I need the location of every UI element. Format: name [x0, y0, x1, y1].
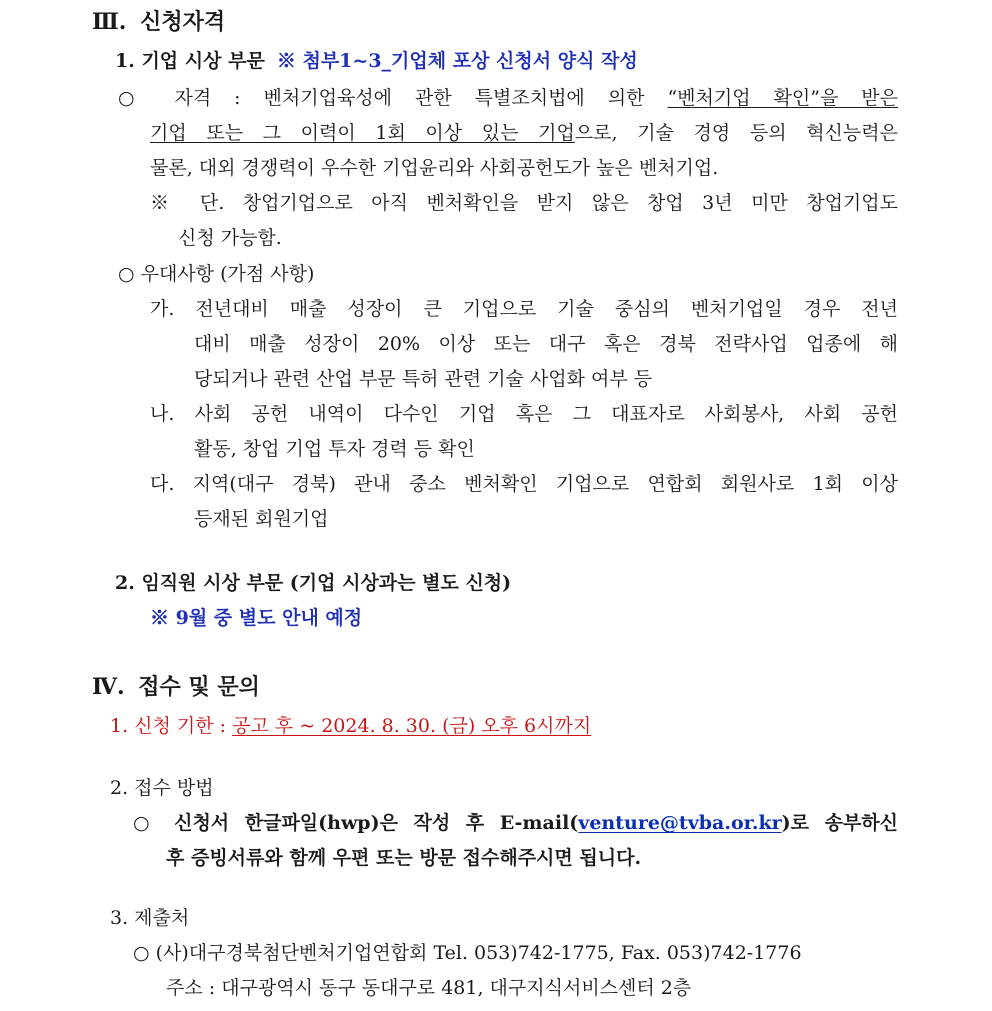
- subsection-1-title: 1. 기업 시상 부문: [115, 50, 265, 72]
- preference-da-line-2: 등재된 회원기업: [194, 508, 329, 530]
- preference-heading: ○ 우대사항 (가점 사항): [118, 263, 315, 285]
- method-heading: 2. 접수 방법: [110, 777, 214, 799]
- section-3-title: 신청자격: [140, 9, 226, 35]
- deadline-line: [110, 709, 591, 744]
- qualification-underlined: 기업 또는 그 이력이 1회 이상 있는 기업: [150, 122, 575, 144]
- method-line-1: [133, 806, 898, 841]
- qualification-text: ○ 자격 : 벤처기업육성에 관한 특별조치법에 의한: [118, 87, 668, 109]
- preference-na-line-2: 활동, 창업 기업 투자 경력 등 확인: [194, 438, 475, 460]
- method-line-2: 후 증빙서류와 함께 우편 또는 방문 접수해주시면 됩니다.: [166, 847, 642, 869]
- preference-ga-line-2: 대비 매출 성장이 20% 이상 또는 대구 혹은 경북 전략사업 업종에 해: [194, 333, 898, 355]
- subsection-2-heading: 2. 임직원 시상 부문 (기업 시상과는 별도 신청): [115, 572, 512, 594]
- section-4-title: 접수 및 문의: [138, 674, 260, 700]
- qualification-line-2: [150, 116, 898, 151]
- section-4-number: Ⅳ.: [92, 674, 125, 700]
- preference-na-line-1: 나. 사회 공헌 내역이 다수인 기업 혹은 그 대표자로 사회봉사, 사회 공헌: [150, 403, 898, 425]
- section-4-heading: [92, 670, 260, 705]
- organization-address: 주소 : 대구광역시 동구 동대구로 481, 대구지식서비스센터 2층: [166, 977, 692, 999]
- qualification-line-1: [118, 81, 898, 116]
- startup-note-line-1: ※ 단. 창업기업으로 아직 벤처확인을 받지 않은 창업 3년 미만 창업기업도: [150, 192, 898, 214]
- preference-da-line-1: 다. 지역(대구 경북) 관내 중소 벤처확인 기업으로 연합회 회원사로 1회 이상: [150, 473, 898, 495]
- section-3-heading: [92, 5, 225, 40]
- method-text: ○ 신청서 한글파일(hwp)은 작성 후 E-mail(: [133, 812, 579, 834]
- organization-contact: ○ (사)대구경북첨단벤처기업연합회 Tel. 053)742-1775, Fax. 053)742-1776: [133, 942, 802, 964]
- deadline-label: 1. 신청 기한 :: [110, 715, 233, 737]
- qualification-text-cont: 으로, 기술 경영 등의 혁신능력은: [574, 122, 898, 144]
- startup-note-line-2: 신청 가능함.: [178, 227, 282, 249]
- email-link[interactable]: venture@tvba.or.kr: [578, 812, 782, 834]
- submit-heading: 3. 제출처: [110, 907, 190, 929]
- qualification-line-3: 물론, 대외 경쟁력이 우수한 기업윤리와 사회공헌도가 높은 벤처기업.: [150, 157, 719, 179]
- venture-confirmation-text: “벤처기업 확인”을 받은: [667, 87, 898, 109]
- deadline-value: 공고 후 ~ 2024. 8. 30. (금) 오후 6시까지: [232, 715, 592, 737]
- attachment-note: ※ 첨부1~3_기업체 포상 신청서 양식 작성: [276, 50, 638, 72]
- employee-award-note: ※ 9월 중 별도 안내 예정: [150, 607, 363, 629]
- preference-ga-line-3: 당되거나 관련 산업 부문 특허 관련 기술 사업화 여부 등: [194, 368, 653, 390]
- section-3-number: Ⅲ.: [92, 9, 127, 35]
- method-text-cont: )로 송부하신: [781, 812, 899, 834]
- subsection-1-heading: [115, 44, 638, 79]
- preference-ga-line-1: 가. 전년대비 매출 성장이 큰 기업으로 기술 중심의 벤처기업일 경우 전년: [150, 298, 898, 320]
